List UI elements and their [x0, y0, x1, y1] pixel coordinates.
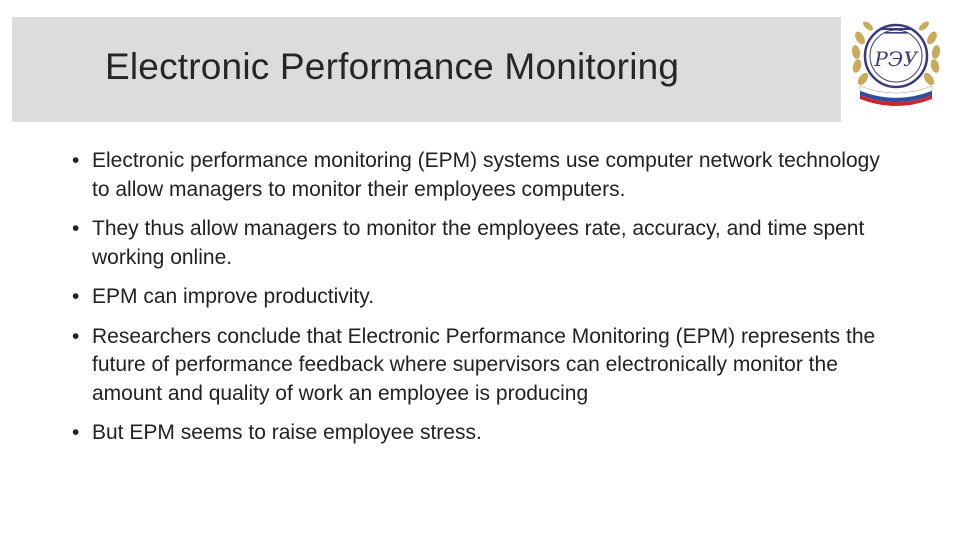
svg-text:РЭУ: РЭУ [874, 47, 918, 71]
bullet-item: • EPM can improve productivity. [72, 283, 892, 312]
bullet-list [72, 147, 892, 459]
university-emblem-icon [846, 8, 946, 108]
bullet-item: • Electronic performance monitoring (EPM) systems use computer network technology to allow managers to monitor their employees computers. [72, 147, 892, 204]
bullet-item: • Researchers conclude that Electronic Performance Monitoring (EPM) represents the future of performance feedback where supervisors can electronically monitor the amount and quality of work an employee is producing [72, 323, 892, 409]
bullet-item: • But EPM seems to raise employee stress. [72, 419, 892, 448]
bullet-item: • They thus allow managers to monitor the employees rate, accuracy, and time spent working online. [72, 215, 892, 272]
slide-title: Electronic Performance Monitoring [105, 46, 680, 87]
